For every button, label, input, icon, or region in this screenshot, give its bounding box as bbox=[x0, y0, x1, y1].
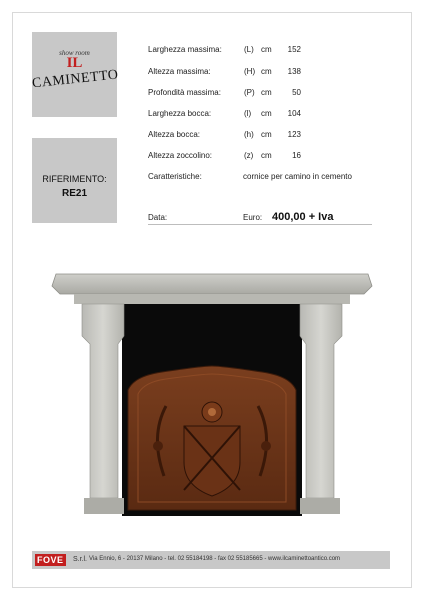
spec-value: 152 bbox=[287, 45, 301, 54]
spec-value: 16 bbox=[292, 151, 301, 160]
spec-label: Larghezza bocca: bbox=[148, 109, 212, 118]
logo-article: IL bbox=[66, 55, 83, 71]
spec-unit: cm bbox=[261, 109, 272, 118]
spec-label: Altezza massima: bbox=[148, 67, 211, 76]
features-value: cornice per camino in cemento bbox=[243, 172, 352, 181]
spec-unit: cm bbox=[261, 151, 272, 160]
mantel-shelf bbox=[52, 274, 372, 304]
fireplace-photo bbox=[34, 266, 390, 518]
left-pillar bbox=[82, 304, 124, 514]
spec-symbol: (H) bbox=[244, 67, 256, 76]
spec-value: 123 bbox=[287, 130, 301, 139]
logo-name: CAMINETTO bbox=[31, 67, 120, 92]
spec-symbol: (P) bbox=[244, 88, 255, 97]
right-pillar bbox=[300, 304, 342, 514]
date-label: Data: bbox=[148, 213, 168, 222]
spec-value: 50 bbox=[292, 88, 301, 97]
price-value: 400,00 + Iva bbox=[272, 211, 334, 223]
reference-label: RIFERIMENTO: bbox=[42, 174, 107, 184]
spec-unit: cm bbox=[261, 88, 272, 97]
reference-code: RE21 bbox=[61, 188, 87, 199]
spec-symbol: (L) bbox=[244, 45, 254, 54]
footer-company: S.r.l. bbox=[73, 556, 88, 563]
spec-label: Larghezza massima: bbox=[148, 45, 222, 54]
spec-value: 138 bbox=[287, 67, 301, 76]
footer-brand-logo: FOVE bbox=[37, 555, 64, 565]
spec-label: Altezza zoccolino: bbox=[148, 151, 213, 160]
footer-address: Via Ennio, 6 - 20137 Milano - tel. 02 55184198 - fax 02 55185665 - www.ilcaminettoantico.com bbox=[89, 556, 341, 562]
spec-label: Altezza bocca: bbox=[148, 130, 201, 139]
logo-box bbox=[31, 32, 120, 117]
spec-label: Profondità massima: bbox=[148, 88, 221, 97]
currency-label: Euro: bbox=[243, 213, 263, 222]
spec-unit: cm bbox=[261, 67, 272, 76]
spec-value: 104 bbox=[287, 109, 301, 118]
price-underline bbox=[148, 224, 372, 225]
spec-symbol: (l) bbox=[244, 109, 252, 118]
spec-symbol: (h) bbox=[244, 130, 254, 139]
spec-unit: cm bbox=[261, 130, 272, 139]
spec-unit: cm bbox=[261, 45, 272, 54]
features-label: Caratteristiche: bbox=[148, 172, 202, 181]
reference-box bbox=[32, 138, 117, 223]
fireback-plate bbox=[128, 366, 296, 510]
logo-tagline: show room bbox=[59, 49, 90, 57]
spec-symbol: (z) bbox=[244, 151, 254, 160]
footer-bar bbox=[32, 551, 390, 569]
